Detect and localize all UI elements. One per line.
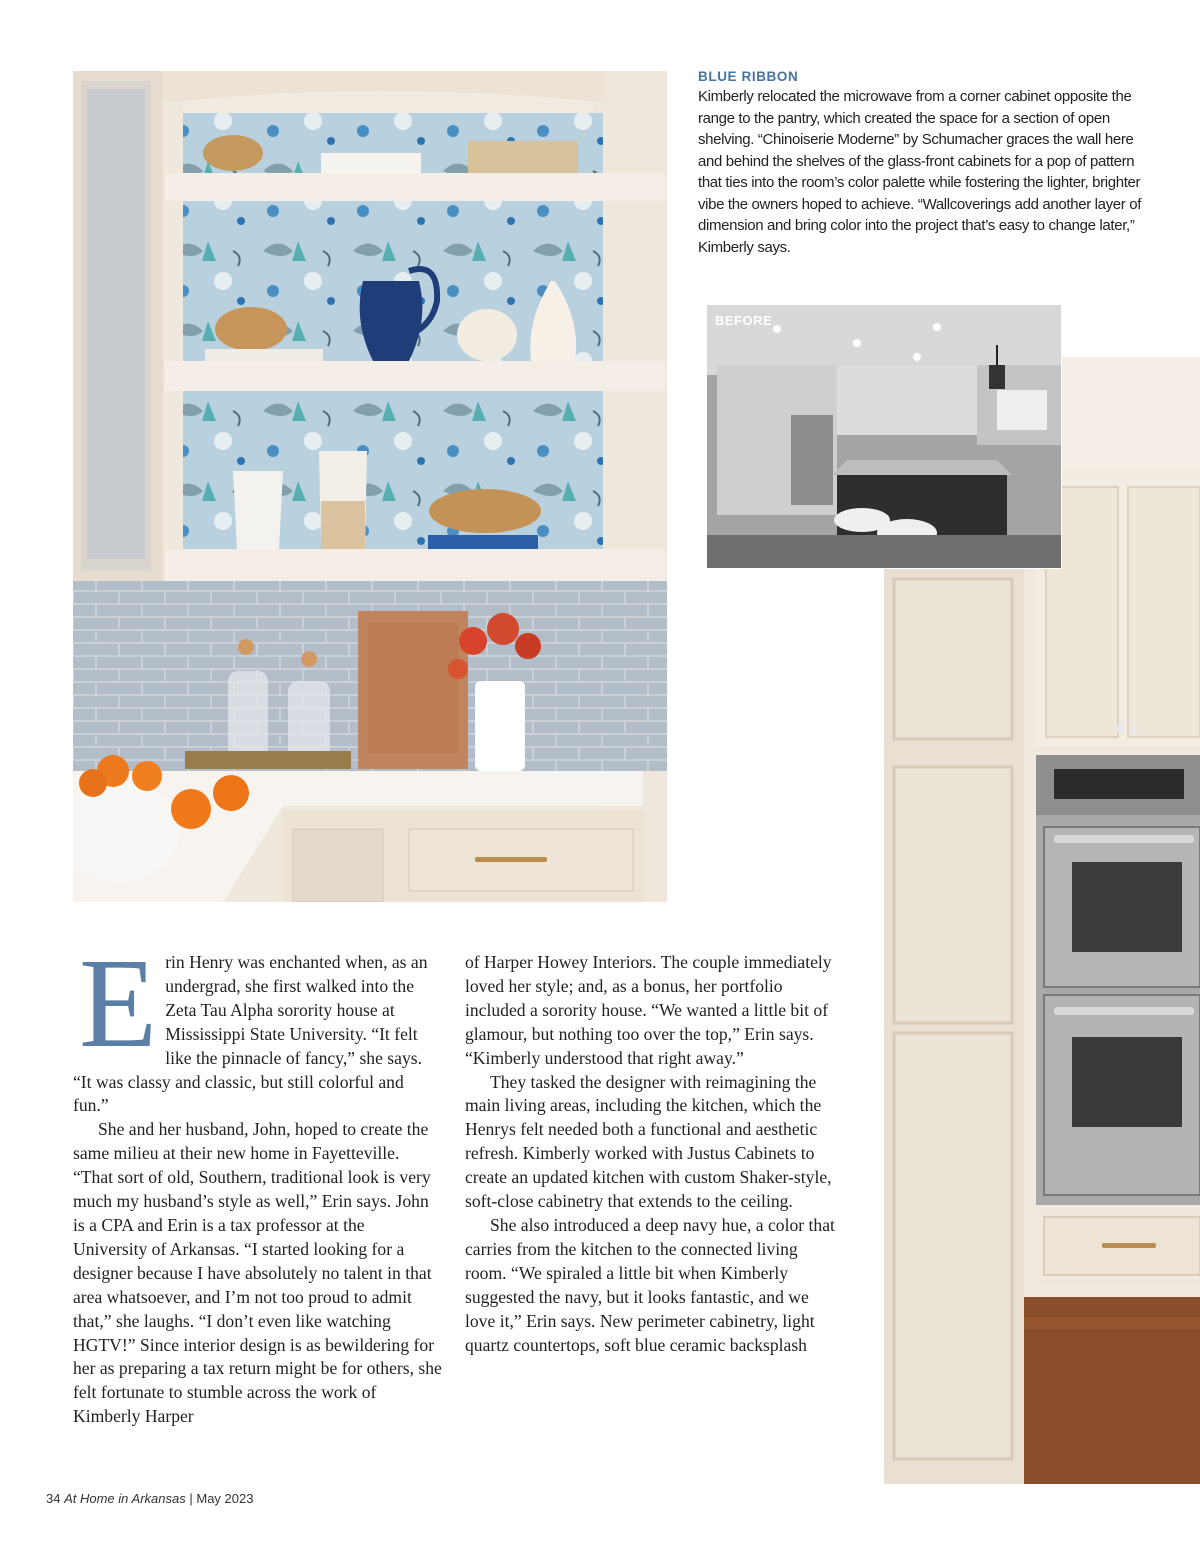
photo-caption [698, 68, 1146, 258]
issue-date: May 2023 [196, 1491, 254, 1506]
article-column-right [465, 951, 837, 1357]
before-photo [706, 304, 1062, 569]
drop-cap: E [79, 932, 158, 1074]
article-paragraph: She and her husband, John, hoped to create the same milieu at their new home in Fayetteville. “That sort of old, Southern, traditional look is very much my husband’s style as well,” Erin says. John is a CPA and Erin is a tax professor at the University of Arkansas. “I started looking for a designer because I have absolutely no talent in that area whatsoever, and I’m not too proud to admit that,” she laughs. “I don’t even like watching HGTV!” Since interior design is as bewildering for her as preparing a tax return might be for others, she felt fortunate to stumble across the work of Kimberly Harper [73, 1119, 442, 1427]
caption-title: BLUE RIBBON [698, 69, 799, 84]
before-label: BEFORE [715, 313, 773, 328]
page-footer [46, 1491, 253, 1506]
footer-separator: | [189, 1491, 193, 1506]
caption-body: Kimberly relocated the microwave from a corner cabinet opposite the range to the pantry, which created the space for a section of open shelving. “Chinoiserie Moderne” by Schumacher graces the wall here and behind the shelves of the glass-front cabinets for a pop of pattern that ties into the room’s color palette while fostering the lighter, brighter vibe the owners hoped to achieve. “Wallcoverings add another layer of dimension and bring color into the project that’s easy to change later,” Kimberly says. [698, 88, 1142, 256]
article-paragraph: of Harper Howey Interiors. The couple immediately loved her style; and, as a bonus, her portfolio included a sorority house. “We wanted a little bit of glamour, but nothing too over the top,” Erin says. “Kimberly understood that right away.” [465, 952, 832, 1068]
page-number: 34 [46, 1491, 61, 1506]
article-paragraph: She also introduced a deep navy hue, a color that carries from the kitchen to the connected living room. “We spiraled a little bit when Kimberly suggested the navy, but it looks fantastic, and we love it,” Erin says. New perimeter cabinetry, light quartz countertops, soft blue ceramic backsplash [465, 1214, 835, 1355]
article-paragraph: They tasked the designer with reimagining the main living areas, including the kitchen, which the Henrys felt needed both a functional and aesthetic refresh. Kimberly worked with Justus Cabinets to create an updated kitchen with custom Shaker-style, soft-close cabinetry that extends to the ceiling. [465, 1071, 832, 1212]
magazine-name: At Home in Arkansas [64, 1491, 186, 1506]
article-paragraph [73, 932, 443, 1118]
paragraph-text: rin Henry was enchanted when, as an undergrad, she first walked into the Zeta Tau Alpha sorority house at Mississippi State University. “It felt like the pinnacle of fancy,” she says. “It was classy and classic, but still colorful and fun.” [73, 952, 428, 1116]
article-column-left [73, 932, 443, 1429]
kitchen-shelving-photo [73, 71, 667, 902]
